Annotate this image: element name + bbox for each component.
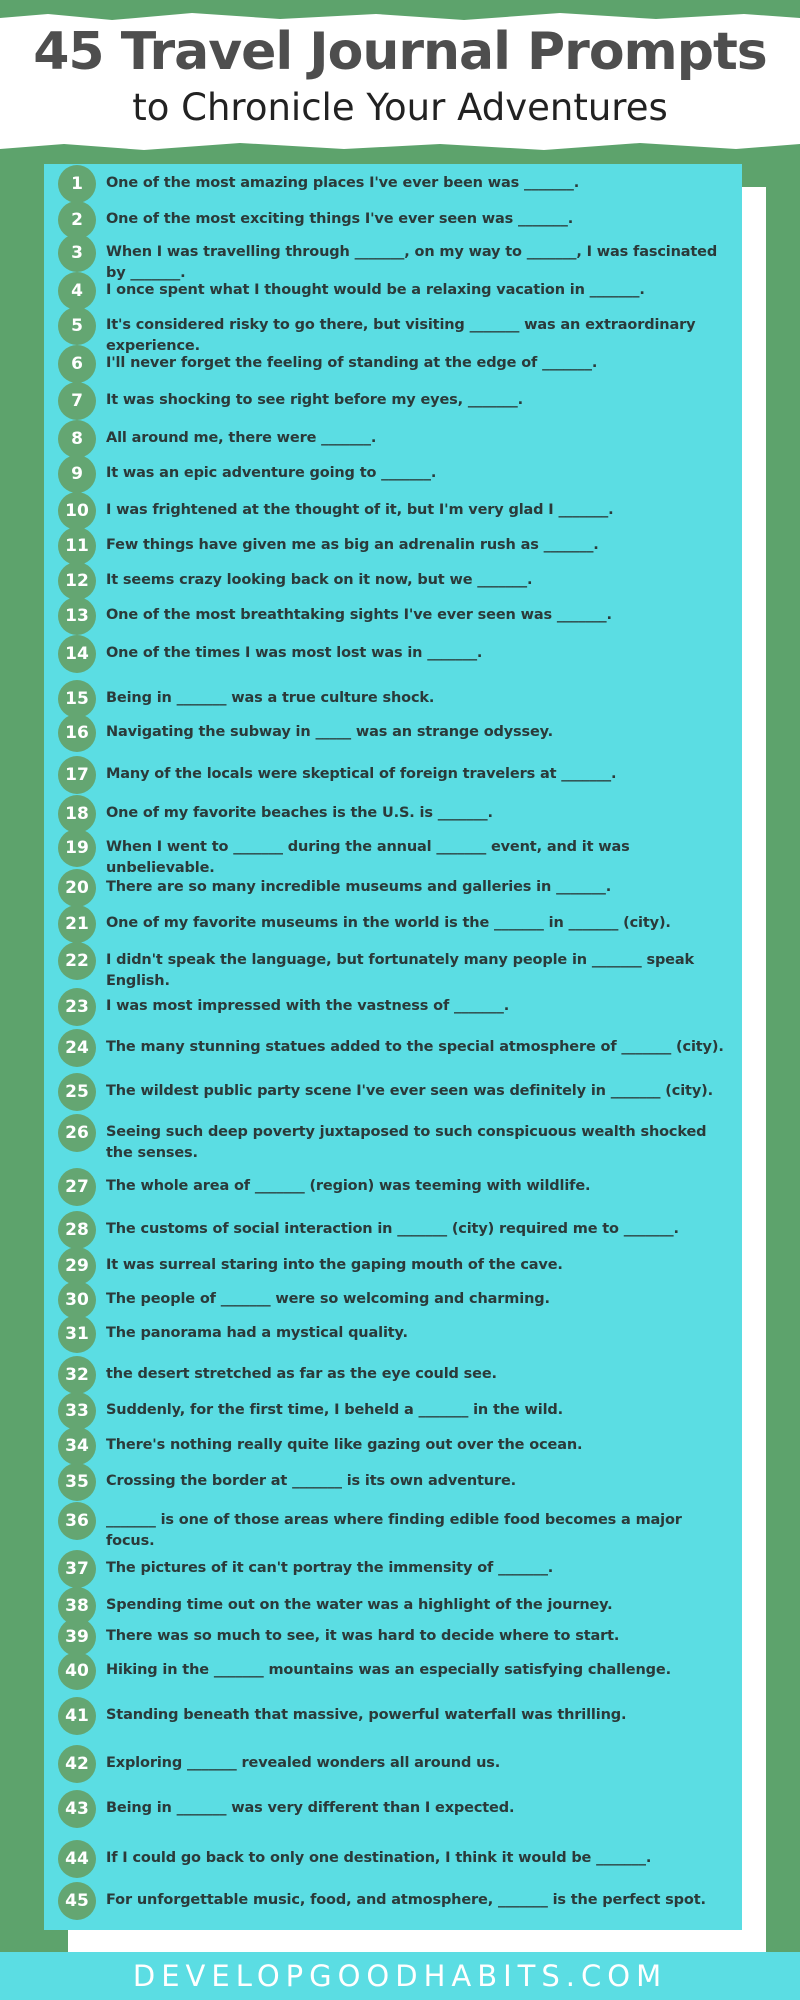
prompt-item [58,1745,738,1783]
prompt-number-badge: 12 [58,562,96,600]
prompt-number-badge: 18 [58,795,96,833]
prompt-item [58,795,738,833]
prompt-item [58,1315,738,1353]
prompt-text: Suddenly, for the first time, I beheld a _______ in the wild. [106,1402,563,1418]
prompt-number-badge: 34 [58,1427,96,1465]
prompt-item [58,1029,738,1067]
prompt-text: The whole area of _______ (region) was teeming with wildlife. [106,1178,591,1194]
prompt-text: I was frightened at the thought of it, but I'm very glad I _______. [106,502,614,518]
prompt-item [58,1114,738,1164]
prompt-text: The panorama had a mystical quality. [106,1325,408,1341]
prompt-text: One of my favorite beaches is the U.S. is _______. [106,805,493,821]
prompt-number-badge: 25 [58,1073,96,1111]
prompt-number-badge: 43 [58,1790,96,1828]
prompt-number-badge: 40 [58,1652,96,1690]
prompt-number-badge: 37 [58,1550,96,1588]
page-title: 45 Travel Journal Prompts [33,22,767,82]
prompt-number-badge: 7 [58,382,96,420]
prompt-text: It seems crazy looking back on it now, but we _______. [106,572,533,588]
prompt-item [58,1618,738,1656]
prompt-item [58,1168,738,1206]
prompt-number-badge: 29 [58,1247,96,1285]
prompt-number-badge: 35 [58,1463,96,1501]
prompt-item [58,942,738,992]
prompt-text: One of my favorite museums in the world is the _______ in _______ (city). [106,915,671,931]
prompt-text: I once spent what I thought would be a relaxing vacation in _______. [106,282,645,298]
prompt-number-badge: 26 [58,1114,96,1152]
prompt-item [58,869,738,907]
prompt-text: I didn't speak the language, but fortunately many people in _______ speak English. [106,952,694,989]
prompt-item [58,1281,738,1319]
prompt-number-badge: 41 [58,1697,96,1735]
prompt-number-badge: 30 [58,1281,96,1319]
prompt-item [58,1652,738,1690]
prompt-text: I was most impressed with the vastness of _______. [106,998,510,1014]
prompt-item [58,714,738,752]
prompt-item [58,597,738,635]
prompt-number-badge: 5 [58,307,96,345]
prompt-item [58,1392,738,1430]
prompt-number-badge: 13 [58,597,96,635]
footer-banner [0,1952,800,2000]
prompt-number-badge: 28 [58,1211,96,1249]
prompt-item [58,527,738,565]
prompt-item [58,988,738,1026]
prompt-item [58,1073,738,1111]
prompt-item [58,1502,738,1552]
prompt-text: All around me, there were _______. [106,430,377,446]
prompt-text: Spending time out on the water was a highlight of the journey. [106,1597,613,1613]
prompt-item [58,1840,738,1878]
prompt-text: One of the most breathtaking sights I've ever seen was _______. [106,607,612,623]
prompt-number-badge: 23 [58,988,96,1026]
prompt-number-badge: 39 [58,1618,96,1656]
prompt-number-badge: 21 [58,905,96,943]
prompt-item [58,756,738,794]
prompt-item [58,680,738,718]
prompt-text: Standing beneath that massive, powerful waterfall was thrilling. [106,1707,627,1723]
prompt-item [58,382,738,420]
prompt-number-badge: 9 [58,455,96,493]
prompt-number-badge: 33 [58,1392,96,1430]
prompt-item [58,1790,738,1828]
prompt-number-badge: 1 [58,165,96,203]
prompt-text: When I was travelling through _______, on my way to _______, I was fascinated by _______. [106,244,718,281]
prompt-number-badge: 38 [58,1587,96,1625]
prompt-number-badge: 4 [58,272,96,310]
prompt-text: The many stunning statues added to the special atmosphere of _______ (city). [106,1039,724,1055]
prompt-number-badge: 14 [58,635,96,673]
prompt-text: Being in _______ was a true culture shock. [106,690,435,706]
prompt-text: It was surreal staring into the gaping mouth of the cave. [106,1257,563,1273]
page-subtitle: to Chronicle Your Adventures [132,86,668,129]
prompt-text: Navigating the subway in _____ was an strange odyssey. [106,724,554,740]
prompt-text: One of the most exciting things I've ever seen was _______. [106,211,574,227]
prompt-item [58,1427,738,1465]
prompt-item [58,1882,738,1920]
prompt-text: There's nothing really quite like gazing out over the ocean. [106,1437,583,1453]
prompt-number-badge: 42 [58,1745,96,1783]
prompt-number-badge: 36 [58,1502,96,1540]
prompt-number-badge: 2 [58,201,96,239]
prompt-item [58,1550,738,1588]
prompt-text: One of the times I was most lost was in _______. [106,645,483,661]
prompt-number-badge: 8 [58,420,96,458]
prompt-item [58,1247,738,1285]
prompt-item [58,635,738,673]
prompt-number-badge: 31 [58,1315,96,1353]
prompt-text: the desert stretched as far as the eye could see. [106,1366,497,1382]
prompt-text: I'll never forget the feeling of standing at the edge of _______. [106,355,598,371]
prompt-text: There are so many incredible museums and galleries in _______. [106,879,612,895]
prompt-number-badge: 15 [58,680,96,718]
prompt-number-badge: 10 [58,492,96,530]
prompt-item [58,1356,738,1394]
prompt-number-badge: 16 [58,714,96,752]
prompt-text: Seeing such deep poverty juxtaposed to such conspicuous wealth shocked the senses. [106,1124,707,1161]
prompt-item [58,905,738,943]
prompt-text: _______ is one of those areas where finding edible food becomes a major focus. [106,1512,682,1549]
prompt-text: The people of _______ were so welcoming and charming. [106,1291,550,1307]
prompt-number-badge: 44 [58,1840,96,1878]
prompt-text: It's considered risky to go there, but visiting _______ was an extraordinary experience. [106,317,696,354]
prompt-text: Being in _______ was very different than I expected. [106,1800,515,1816]
prompt-item [58,345,738,383]
prompt-number-badge: 17 [58,756,96,794]
prompt-text: Crossing the border at _______ is its own adventure. [106,1473,517,1489]
prompt-item [58,1697,738,1735]
prompt-number-badge: 6 [58,345,96,383]
prompt-number-badge: 22 [58,942,96,980]
prompt-text: The wildest public party scene I've ever seen was definitely in _______ (city). [106,1083,713,1099]
prompt-item [58,420,738,458]
prompt-item [58,562,738,600]
prompt-item [58,492,738,530]
prompt-text: One of the most amazing places I've ever been was _______. [106,175,580,191]
prompt-text: Many of the locals were skeptical of foreign travelers at _______. [106,766,617,782]
footer-website[interactable]: DEVELOPGOODHABITS.COM [132,1959,668,1993]
prompt-number-badge: 19 [58,829,96,867]
prompt-item [58,455,738,493]
prompt-item [58,1211,738,1249]
prompt-text: If I could go back to only one destination, I think it would be _______. [106,1850,652,1866]
prompt-item [58,1463,738,1501]
prompt-number-badge: 27 [58,1168,96,1206]
prompt-text: When I went to _______ during the annual _______ event, and it was unbelievable. [106,839,630,876]
prompt-text: Exploring _______ revealed wonders all around us. [106,1755,501,1771]
prompt-text: It was an epic adventure going to _______. [106,465,437,481]
prompt-text: Hiking in the _______ mountains was an especially satisfying challenge. [106,1662,671,1678]
prompt-text: It was shocking to see right before my eyes, _______. [106,392,523,408]
prompt-number-badge: 45 [58,1882,96,1920]
prompt-item [58,165,738,203]
prompt-number-badge: 11 [58,527,96,565]
prompt-text: Few things have given me as big an adrenalin rush as _______. [106,537,599,553]
prompt-text: For unforgettable music, food, and atmosphere, _______ is the perfect spot. [106,1892,706,1908]
prompt-number-badge: 32 [58,1356,96,1394]
prompt-number-badge: 20 [58,869,96,907]
prompt-number-badge: 24 [58,1029,96,1067]
prompt-text: The customs of social interaction in _______ (city) required me to _______. [106,1221,679,1237]
prompt-text: There was so much to see, it was hard to decide where to start. [106,1628,620,1644]
prompt-text: The pictures of it can't portray the immensity of _______. [106,1560,554,1576]
prompt-number-badge: 3 [58,234,96,272]
prompt-item [58,272,738,310]
